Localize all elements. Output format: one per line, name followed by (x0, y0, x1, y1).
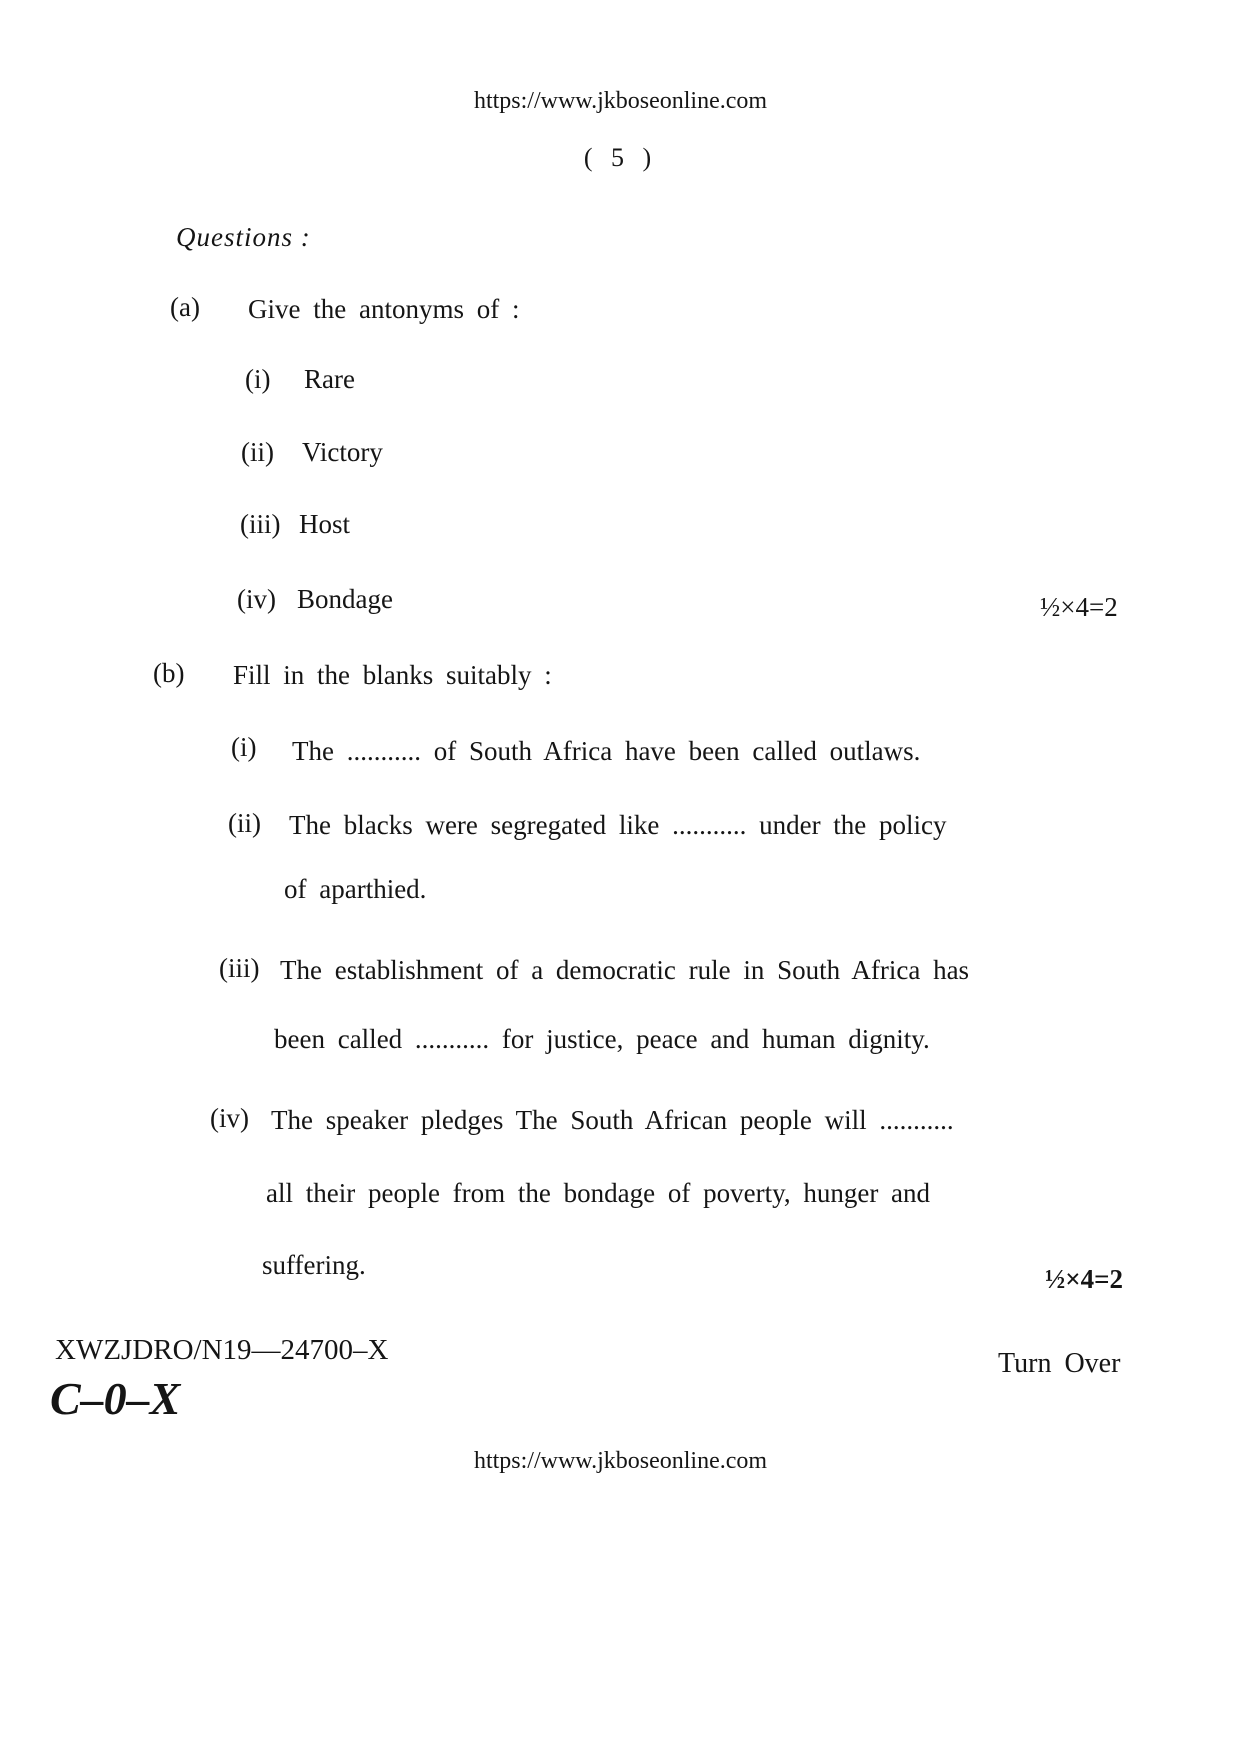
footer-url: https://www.jkboseonline.com (473, 1448, 768, 1474)
part-b-label: (b) (153, 658, 185, 688)
part-b-item-3-line-1: The establishment of a democratic rule in South Africa has (280, 955, 970, 985)
part-a-item-3-text: Host (299, 509, 351, 539)
part-a-prompt: Give the antonyms of : (248, 294, 520, 324)
part-b-item-2-line-1: The blacks were segregated like ........... under the policy (289, 810, 947, 840)
part-b-marks: ½×4=2 (1045, 1264, 1124, 1294)
part-b-item-4-line-2: all their people from the bondage of poverty, hunger and (266, 1178, 931, 1208)
part-a-item-2-num: (ii) (241, 437, 274, 467)
part-b-item-3-line-2: been called ........... for justice, peace and human dignity. (274, 1024, 930, 1054)
part-a-marks: ½×4=2 (1040, 592, 1118, 622)
part-a-item-3-num: (iii) (240, 509, 281, 539)
part-a-item-4-num: (iv) (237, 584, 276, 614)
part-a-label: (a) (170, 292, 200, 322)
part-a-item-2-text: Victory (302, 437, 383, 467)
part-a-item-4-text: Bondage (297, 584, 393, 614)
turn-over-text: Turn Over (998, 1348, 1121, 1379)
part-a-item-1-text: Rare (304, 364, 355, 394)
page-number: ( 5 ) (583, 143, 658, 172)
part-b-item-2-num: (ii) (228, 808, 261, 838)
part-b-item-4-num: (iv) (210, 1103, 249, 1133)
part-b-item-1-num: (i) (231, 732, 257, 762)
set-code: C–0–X (50, 1373, 181, 1424)
questions-heading: Questions : (176, 222, 311, 252)
part-b-item-2-line-2: of aparthied. (284, 874, 427, 904)
part-b-item-4-line-3: suffering. (262, 1250, 366, 1280)
part-b-item-4-line-1: The speaker pledges The South African people will ........... (271, 1105, 954, 1135)
part-b-item-3-num: (iii) (219, 953, 260, 983)
part-b-prompt: Fill in the blanks suitably : (233, 660, 552, 690)
part-b-item-1-line-1: The ........... of South Africa have been called outlaws. (292, 736, 921, 766)
paper-code: XWZJDRO/N19—24700–X (55, 1334, 389, 1366)
part-a-item-1-num: (i) (245, 364, 271, 394)
header-url: https://www.jkboseonline.com (473, 88, 768, 114)
